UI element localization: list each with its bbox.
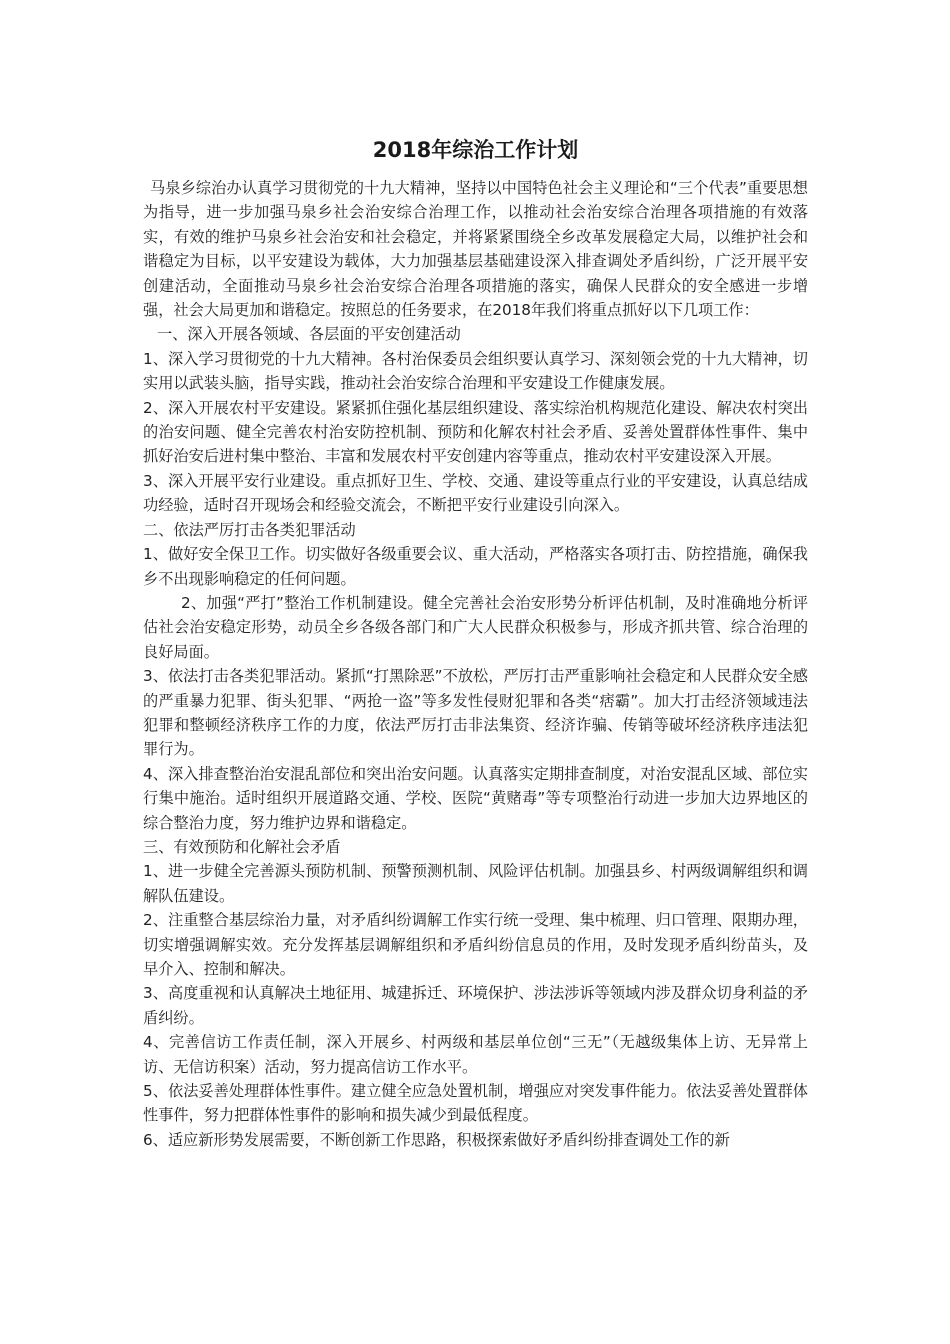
section-heading: 一、深入开展各领域、各层面的平安创建活动 — [157, 325, 461, 344]
paragraph: 2、深入开展农村平安建设。紧紧抓住强化基层组织建设、落实综治机构规范化建设、解决农村突出的治安问题、健全完善农村治安防控机制、预防和化解农村社会矛盾、妥善处置群体性事件、集中抓好治安后进村集中整治、丰富和发展农村平安创建内容等重点，推动农村平安建设深入开展。 — [143, 398, 808, 466]
document-title: 2018年综治工作计划 — [372, 138, 579, 162]
paragraph: 3、依法打击各类犯罪活动。紧抓“打黑除恶”不放松，严厉打击严重影响社会稳定和人民群众安全感的严重暴力犯罪、街头犯罪、“两抢一盗”等多发性侵财犯罪和各类“痞霸”。加大打击经济领域违法犯罪和整顿经济秩序工作的力度，依法严厉打击非法集资、经济诈骗、传销等破坏经济秩序违法犯罪行为。 — [143, 667, 808, 759]
paragraph: 6、适应新形势发展需要，不断创新工作思路，积极探索做好矛盾纠纷排查调处工作的新 — [143, 1130, 730, 1149]
paragraph: 4、完善信访工作责任制，深入开展乡、村两级和基层单位创“三无”（无越级集体上访、无异常上访、无信访积案）活动，努力提高信访工作水平。 — [143, 1033, 808, 1076]
paragraph: 1、做好安全保卫工作。切实做好各级重要会议、重大活动，严格落实各项打击、防控措施，确保我乡不出现影响稳定的任何问题。 — [143, 545, 808, 588]
paragraph: 2、加强“严打”整治工作机制建设。健全完善社会治安形势分析评估机制，及时准确地分析评估社会治安稳定形势，动员全乡各级各部门和广大人民群众积极参与，形成齐抓共管、综合治理的良好局面。 — [143, 593, 808, 661]
section-heading: 三、有效预防和化解社会矛盾 — [143, 837, 341, 856]
document-page — [143, 132, 808, 1152]
document-body — [143, 176, 808, 1152]
paragraph: 3、高度重视和认真解决土地征用、城建拆迁、环境保护、涉法涉诉等领域内涉及群众切身利益的矛盾纠纷。 — [143, 984, 808, 1027]
paragraph: 1、进一步健全完善源头预防机制、预警预测机制、风险评估机制。加强县乡、村两级调解组织和调解队伍建设。 — [143, 862, 808, 905]
paragraph: 2、注重整合基层综治力量，对矛盾纠纷调解工作实行统一受理、集中梳理、归口管理、限期办理，切实增强调解实效。充分发挥基层调解组织和矛盾纠纷信息员的作用，及时发现矛盾纠纷苗头，及早介入、控制和解决。 — [143, 911, 808, 978]
section-heading: 二、依法严厉打击各类犯罪活动 — [143, 520, 356, 539]
paragraph: 5、依法妥善处理群体性事件。建立健全应急处置机制，增强应对突发事件能力。依法妥善处置群体性事件，努力把群体性事件的影响和损失减少到最低程度。 — [143, 1082, 808, 1125]
paragraph: 3、深入开展平安行业建设。重点抓好卫生、学校、交通、建设等重点行业的平安建设，认真总结成功经验，适时召开现场会和经验交流会，不断把平安行业建设引向深入。 — [143, 471, 808, 515]
paragraph: 4、深入排查整治治安混乱部位和突出治安问题。认真落实定期排查制度，对治安混乱区域、部位实行集中施治。适时组织开展道路交通、学校、医院“黄赌毒”等专项整治行动进一步加大边界地区的综合整治力度，努力维护边界和谐稳定。 — [143, 764, 808, 832]
paragraph: 1、深入学习贯彻党的十九大精神。各村治保委员会组织要认真学习、深刻领会党的十九大精神，切实用以武装头脑，指导实践，推动社会治安综合治理和平安建设工作健康发展。 — [143, 349, 808, 393]
paragraph: 马泉乡综治办认真学习贯彻党的十九大精神，坚持以中国特色社会主义理论和“三个代表”重要思想为指导，进一步加强马泉乡社会治安综合治理工作，以推动社会治安综合治理各项措施的有效落实，有效的维护马泉乡社会治安和社会稳定，并将紧紧围绕全乡改革发展稳定大局，以维护社会和谐稳定为目标，以平安建设为载体，大力加强基层基础建设深入排查调处矛盾纠纷，广泛开展平安创建活动，全面推动马泉乡社会治安综合治理各项措施的落实，确保人民群众的安全感进一步增强，社会大局更加和谐稳定。按照总的任务要求，在2018年我们将重点抓好以下几项工作： — [143, 179, 808, 320]
